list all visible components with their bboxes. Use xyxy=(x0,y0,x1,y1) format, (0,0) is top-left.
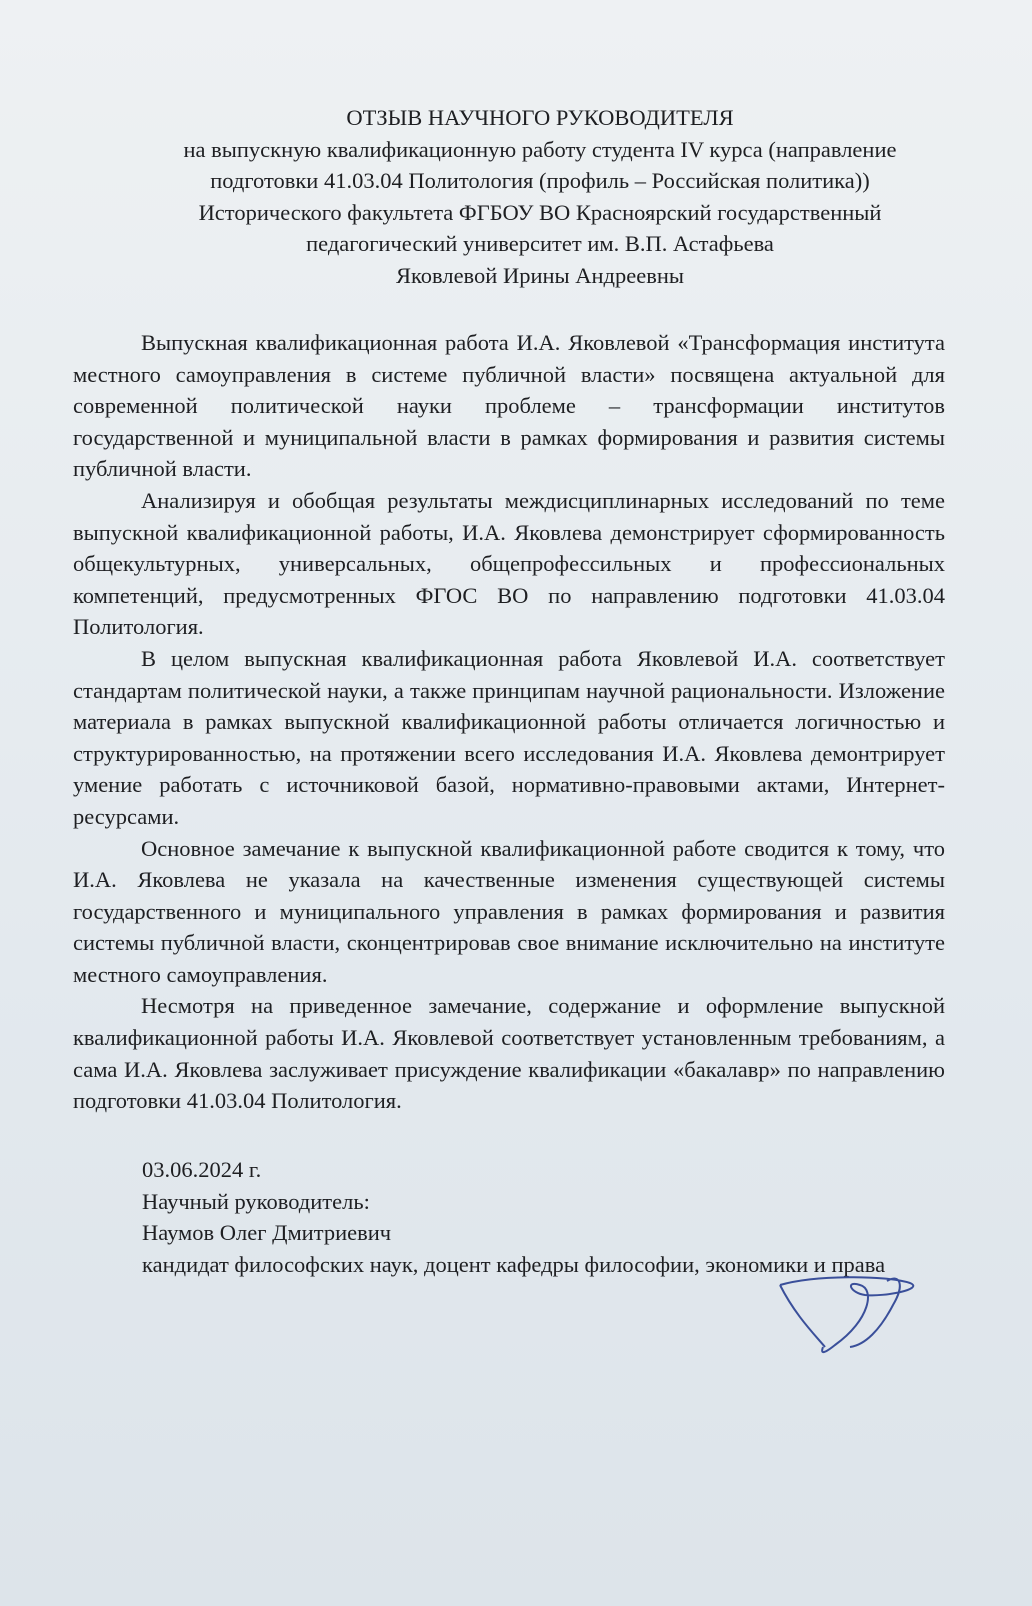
document-header xyxy=(60,102,1020,291)
paragraph: Анализируя и обобщая результаты междисциплинарных исследований по теме выпускной квалификационной работы, И.А. Яковлева демонстрирует сформированность общекультурных, универсальных, общепрофессильных и профессиональных компетенций, предусмотренных ФГОС ВО по направлению подготовки 41.03.04 Политология. xyxy=(73,487,945,640)
paragraph: В целом выпускная квалификационная работа Яковлевой И.А. соответствует стандартам политической науки, а также принципам научной рациональности. Изложение материала в рамках выпускной квалификационной работы отличается логичностью и структурированностью, на протяжении всего исследования И.А. Яковлева демонтрирует умение работать с источниковой базой, нормативно-правовыми актами, Интернет-ресурсами. xyxy=(73,645,945,829)
header-line: подготовки 41.03.04 Политология (профиль – Российская политика)) xyxy=(210,168,870,193)
review-body xyxy=(73,327,945,1117)
header-line: педагогический университет им. В.П. Астафьева xyxy=(306,231,774,256)
paragraph: Несмотря на приведенное замечание, содержание и оформление выпускной квалификационной работы И.А. Яковлевой соответствует установленным требованиям, а сама И.А. Яковлева заслуживает присуждение квалификации «бакалавр» по направлению подготовки 41.03.04 Политология. xyxy=(73,993,945,1114)
supervisor-position: кандидат философских наук, доцент кафедры философии, экономики и права xyxy=(142,1251,886,1277)
supervisor-role: Научный руководитель: xyxy=(142,1188,370,1214)
header-line: Исторического факультета ФГБОУ ВО Красноярский государственный xyxy=(198,199,882,225)
signature-block xyxy=(142,1154,885,1280)
supervisor-name: Наумов Олег Дмитриевич xyxy=(142,1220,392,1245)
student-name: Яковлевой Ирины Андреевны xyxy=(395,262,685,288)
header-line: на выпускную квалификационную работу студента IV курса (направление xyxy=(183,136,897,162)
date: 03.06.2024 г. xyxy=(142,1157,262,1182)
paragraph: Выпускная квалификационная работа И.А. Яковлевой «Трансформация института местного самоуправления в системе публичной власти» посвящена актуальной для современной политической науки проблеме – трансформации институтов государственной и муниципальной власти в рамках формирования и развития системы публичной власти. xyxy=(73,330,945,482)
paragraph: Основное замечание к выпускной квалификационной работе сводится к тому, что И.А. Яковлева не указала на качественные изменения существующей системы государственного и муниципального управления в рамках формирования и развития системы публичной власти, сконцентрировав свое внимание исключительно на институте местного самоуправления. xyxy=(73,835,945,987)
handwritten-signature xyxy=(775,1275,925,1375)
document-title: ОТЗЫВ НАУЧНОГО РУКОВОДИТЕЛЯ xyxy=(346,105,734,130)
